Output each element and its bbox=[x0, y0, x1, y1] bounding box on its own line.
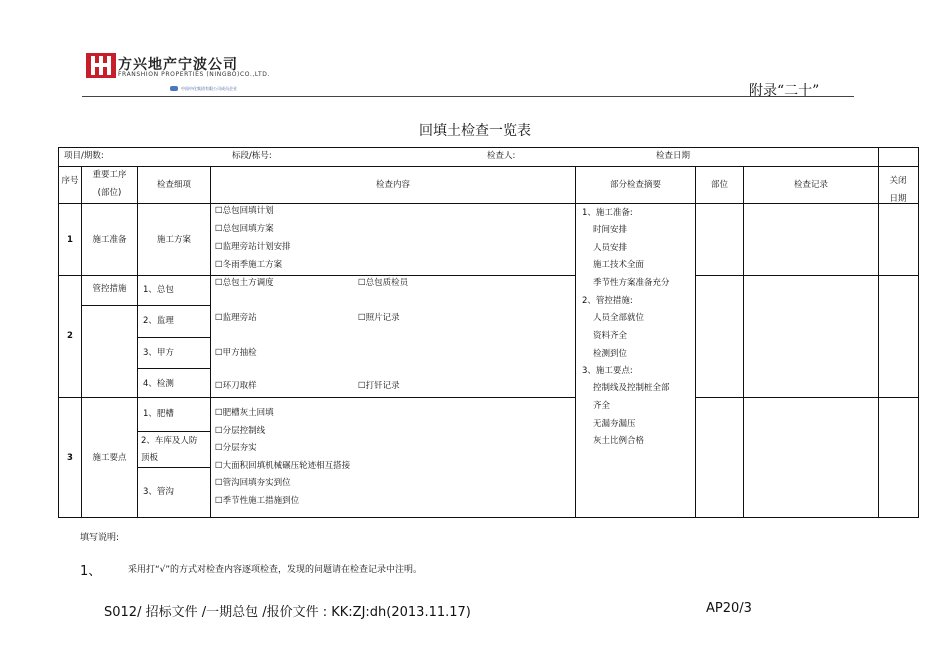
summary-line-2: 时间安排 bbox=[593, 225, 628, 235]
col-item: 检查细项 bbox=[156, 180, 191, 190]
col-process-sub: (部位) bbox=[97, 188, 122, 198]
page-title: 回填土检查一览表 bbox=[419, 123, 531, 139]
summary-line-5: 季节性方案准备充分 bbox=[593, 278, 670, 288]
row3-item-2b: 顶板 bbox=[141, 453, 159, 463]
col-record: 检查记录 bbox=[793, 180, 828, 190]
row2-item-3: 3、甲方 bbox=[143, 348, 174, 358]
company-name-cn: 方兴地产宁波公司 bbox=[118, 57, 238, 73]
notes-heading: 填写说明: bbox=[80, 533, 120, 543]
row3-check-4: ☐大面积回填机械碾压轮迹相互搭接 bbox=[215, 461, 351, 471]
project-label: 项目/期数: bbox=[64, 151, 104, 161]
row3-check-2: ☐分层控制线 bbox=[215, 426, 266, 436]
company-name-en: FRANSHION PROPERTIES (NINGBO)CO.,LTD. bbox=[118, 71, 270, 78]
row1-check-4: ☐冬雨季施工方案 bbox=[215, 260, 283, 270]
row3-check-6: ☐季节性施工措施到位 bbox=[215, 496, 300, 506]
row2-check-right-3: ☐打钎记录 bbox=[358, 381, 400, 391]
row1-seq: 1 bbox=[67, 235, 73, 245]
row1-check-2: ☐总包回填方案 bbox=[215, 224, 274, 234]
notes-item-text: 采用打“√”的方式对检查内容逐项检查，发现的问题请在检查记录中注明。 bbox=[128, 565, 423, 575]
row2-seq: 2 bbox=[67, 331, 73, 341]
summary-line-1: 1、施工准备: bbox=[582, 208, 633, 218]
company-subtitle: 中国中化集团有限公司成员企业 bbox=[181, 86, 237, 91]
col-location: 部位 bbox=[710, 180, 728, 190]
row2-check-left-3: ☐甲方抽检 bbox=[215, 348, 257, 358]
footer-page-code: AP20/3 bbox=[706, 601, 752, 616]
notes-item-number: 1、 bbox=[80, 564, 102, 579]
inspector-label: 检查人: bbox=[487, 151, 516, 161]
row2-check-right-1: ☐总包质检员 bbox=[358, 278, 409, 288]
summary-line-14: 灰土比例合格 bbox=[593, 436, 645, 446]
row3-item-2: 2、车库及人防 bbox=[141, 436, 198, 446]
row2-check-left-4: ☐环刀取样 bbox=[215, 381, 257, 391]
inspection-date-label: 检查日期 bbox=[656, 151, 691, 161]
summary-line-6: 2、管控措施: bbox=[582, 296, 633, 306]
summary-line-4: 施工技术全面 bbox=[593, 260, 645, 270]
row2-check-right-2: ☐照片记录 bbox=[358, 313, 400, 323]
row3-item-1: 1、肥槽 bbox=[143, 409, 174, 419]
row3-item-3: 3、管沟 bbox=[143, 487, 174, 497]
row1-item: 施工方案 bbox=[156, 235, 191, 245]
col-process: 重要工序 bbox=[92, 170, 127, 180]
col-summary: 部分检查摘要 bbox=[609, 180, 661, 190]
summary-line-8: 资料齐全 bbox=[593, 331, 628, 341]
row3-process: 施工要点 bbox=[92, 453, 127, 463]
summary-line-9: 检测到位 bbox=[593, 349, 628, 359]
summary-line-13: 无漏夯漏压 bbox=[593, 419, 636, 429]
col-content: 检查内容 bbox=[375, 180, 410, 190]
row1-process: 施工准备 bbox=[92, 235, 127, 245]
summary-line-12: 齐全 bbox=[593, 401, 611, 411]
summary-line-10: 3、施工要点: bbox=[582, 366, 633, 376]
summary-line-7: 人员全部就位 bbox=[593, 313, 645, 323]
footer-file-reference: S012/ 招标文件 /一期总包 /报价文件 : KK:ZJ:dh(2013.11.17) bbox=[104, 605, 471, 620]
row2-check-left-1: ☐总包土方调度 bbox=[215, 278, 274, 288]
row3-check-5: ☐管沟回填夯实到位 bbox=[215, 478, 291, 488]
row1-check-1: ☐总包回填计划 bbox=[215, 206, 274, 216]
row2-item-4: 4、检测 bbox=[143, 379, 174, 389]
col-seq: 序号 bbox=[61, 176, 79, 186]
row3-seq: 3 bbox=[67, 453, 73, 463]
summary-line-3: 人员安排 bbox=[593, 243, 628, 253]
row3-check-1: ☐肥槽灰土回填 bbox=[215, 408, 274, 418]
row2-item-2: 2、监理 bbox=[143, 316, 174, 326]
section-label: 标段/栋号: bbox=[232, 151, 272, 161]
row2-check-left-2: ☐监理旁站 bbox=[215, 313, 257, 323]
row2-item-1: 1、总包 bbox=[143, 285, 174, 295]
summary-line-11: 控制线及控制桩全部 bbox=[593, 383, 670, 393]
row1-check-3: ☐监理旁站计划安排 bbox=[215, 242, 291, 252]
row3-check-3: ☐分层夯实 bbox=[215, 443, 257, 453]
appendix-label: 附录“二十” bbox=[749, 83, 820, 99]
row2-process: 管控措施 bbox=[92, 284, 127, 294]
col-close-date: 关闭日期 bbox=[889, 176, 907, 204]
